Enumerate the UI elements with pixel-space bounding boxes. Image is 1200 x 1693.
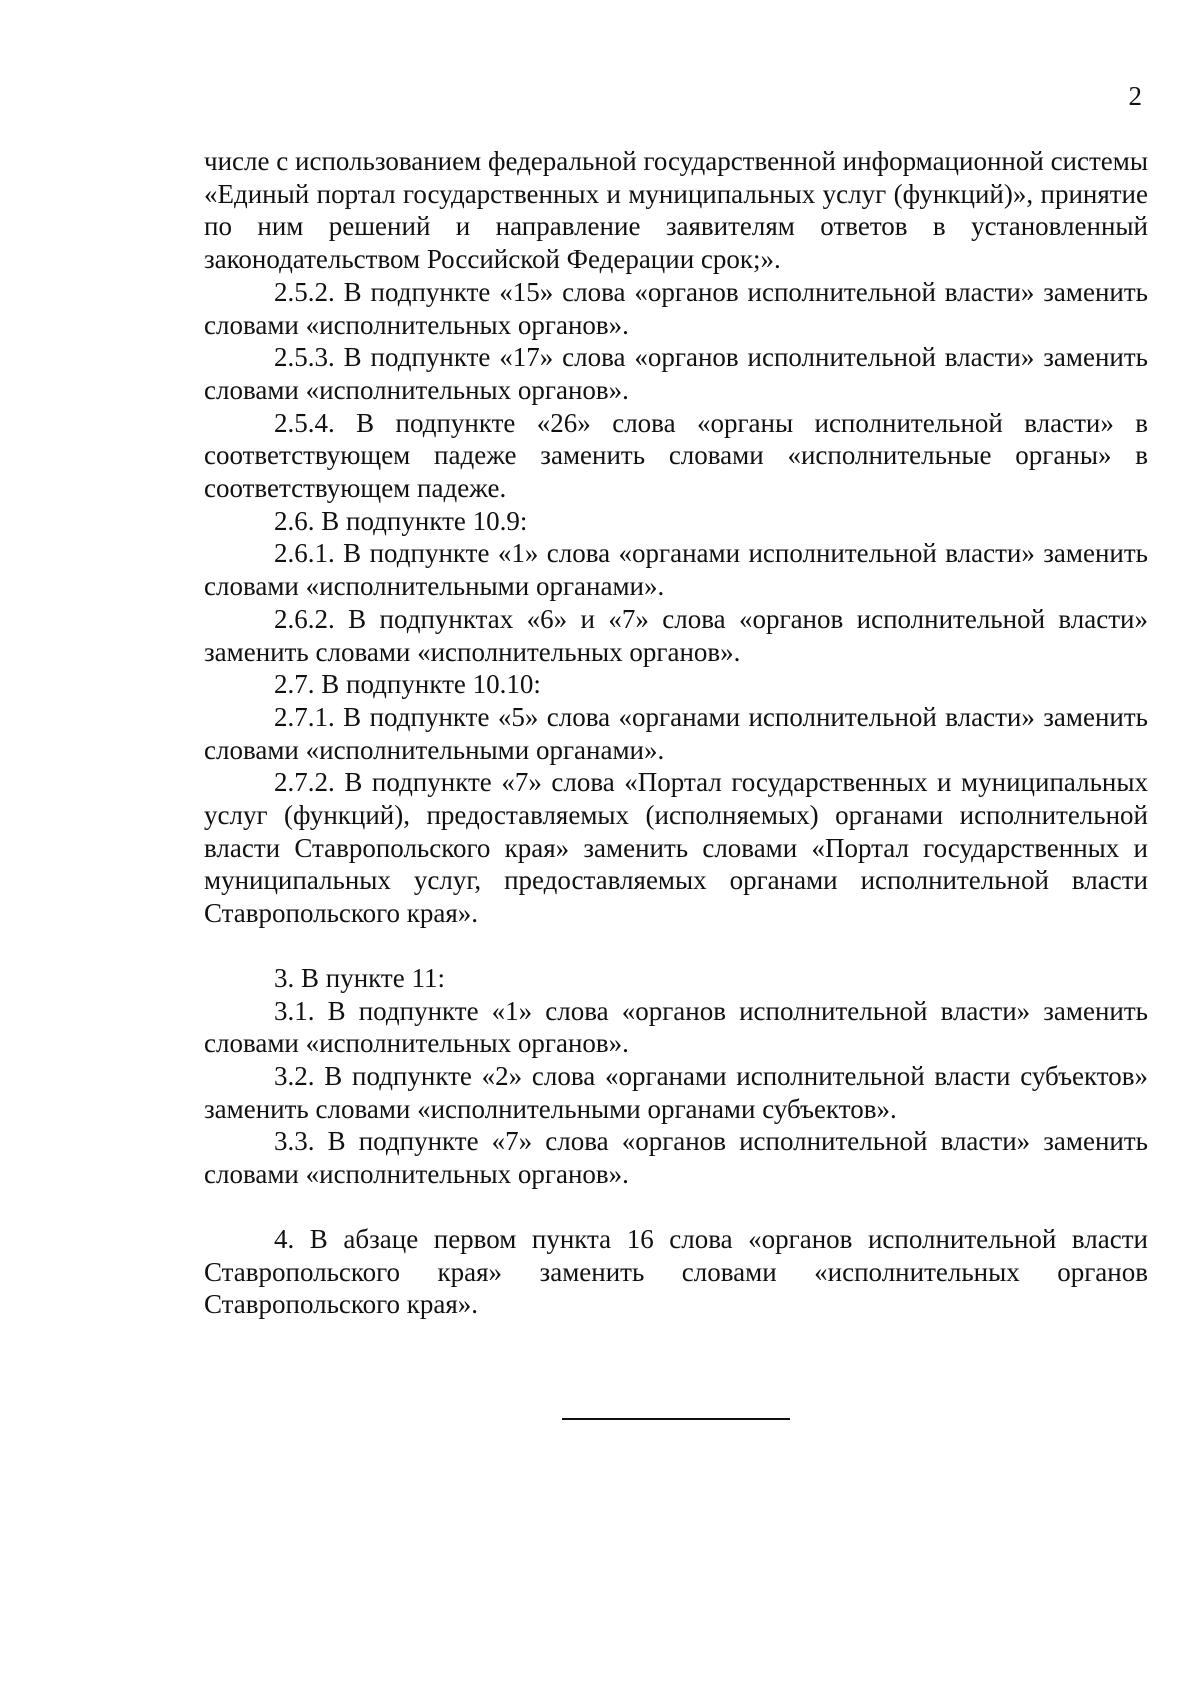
paragraph-3-1: 3.1. В подпункте «1» слова «органов исполнительной власти» заменить словами «исполнительных органов». xyxy=(204,995,1148,1059)
paragraph-2-6-1: 2.6.1. В подпункте «1» слова «органами исполнительной власти» заменить словами «исполнительными органами». xyxy=(204,538,1148,602)
paragraph-3: 3. В пункте 11: xyxy=(274,962,445,993)
paragraph-2-5-3: 2.5.3. В подпункте «17» слова «органов исполнительной власти» заменить словами «исполнительных органов». xyxy=(204,342,1148,405)
paragraph-2-5-2: 2.5.2. В подпункте «15» слова «органов исполнительной власти» заменить словами «исполнительных органов». xyxy=(204,276,1148,340)
end-of-document-rule xyxy=(562,1418,790,1420)
paragraph-4: 4. В абзаце первом пункта 16 слова «органов исполнительной власти Ставропольского края» заменить словами «исполнительных органов Ставропольского края». xyxy=(204,1223,1148,1320)
paragraph-2-7-1: 2.7.1. В подпункте «5» слова «органами исполнительной власти» заменить словами «исполнительными органами». xyxy=(204,701,1148,765)
paragraph-2-5-4: 2.5.4. В подпункте «26» слова «органы исполнительной власти» в соответствующем падеже заменить словами «исполнительные органы» в соответствующем падеже. xyxy=(204,407,1148,504)
paragraph-continuation: числе с использованием федеральной государственной информационной системы «Единый портал государственных и муниципальных услуг (функций)», принятие по ним решений и направление заявителям ответов в установленный законодательством Российской Федерации срок;». xyxy=(204,146,1148,275)
paragraph-2-7: 2.7. В подпункте 10.10: xyxy=(274,669,541,700)
paragraph-2-7-2: 2.7.2. В подпункте «7» слова «Портал государственных и муниципальных услуг (функций), предоставляемых (исполняемых) органами исполнительной власти Ставропольского края» заменить словами «Портал государственных и муниципальных услуг, предоставляемых органами исполнительной власти Ставропольского края». xyxy=(204,767,1148,929)
paragraph-3-2: 3.2. В подпункте «2» слова «органами исполнительной власти субъектов» заменить словами «исполнительными органами субъектов». xyxy=(204,1060,1148,1124)
paragraph-2-6-2: 2.6.2. В подпунктах «6» и «7» слова «органов исполнительной власти» заменить словами «исполнительных органов». xyxy=(204,603,1148,667)
page-number: 2 xyxy=(1128,81,1142,111)
paragraph-2-6: 2.6. В подпункте 10.9: xyxy=(274,505,528,536)
document-body xyxy=(204,145,1148,1321)
paragraph-3-3: 3.3. В подпункте «7» слова «органов исполнительной власти» заменить словами «исполнительных органов». xyxy=(204,1126,1148,1190)
